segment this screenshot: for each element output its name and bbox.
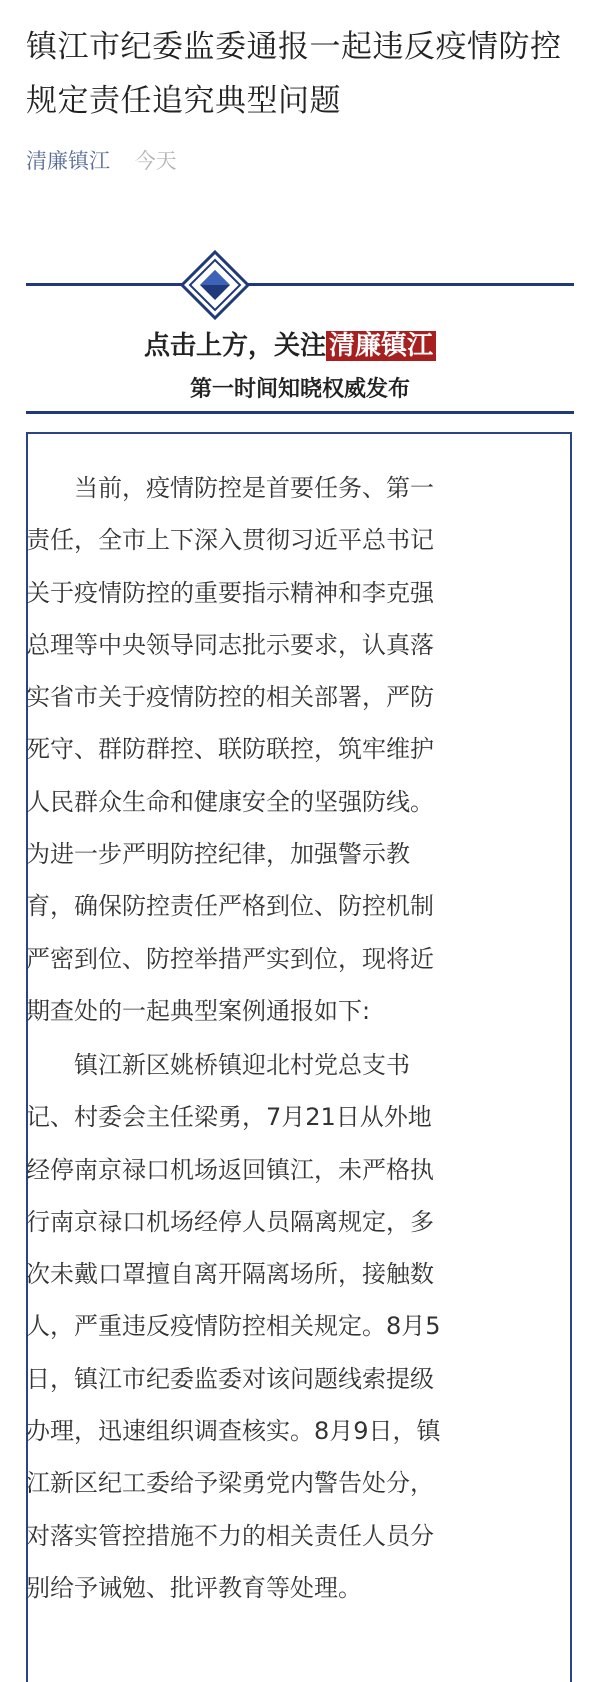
text-line: 江新区纪工委给予梁勇党内警告处分， [26,1469,434,1498]
text-line: 实省市关于疫情防控的相关部署，严防 [26,683,434,712]
account-name-link[interactable]: 清廉镇江 [26,149,110,173]
publish-time: 今天 [134,149,177,173]
text-line: 育，确保防控责任严格到位、防控机制 [26,892,434,921]
text-line: 对落实管控措施不力的相关责任人员分 [26,1521,434,1550]
text-line: 责任，全市上下深入贯彻习近平总书记 [26,526,434,555]
follow-prefix-text: 点击上方，关注 [143,331,326,361]
text-line: 严密到位、防控举措严实到位，现将近 [26,944,434,973]
banner-top-divider [26,283,574,286]
banner-bottom-divider [26,411,574,414]
text-line: 为进一步严明防控纪律，加强警示教 [26,840,410,869]
text-line: 当前，疫情防控是首要任务、第一 [26,474,434,502]
text-line: 总理等中央领导同志批示要求，认真落 [26,630,434,659]
text-line: 行南京禄口机场经停人员隔离规定，多 [26,1207,434,1236]
paragraph-case [26,1039,441,1614]
text-line: 日，镇江市纪委监委对该问题线索提级 [26,1364,434,1393]
text-line: 关于疫情防控的重要指示精神和李克强 [26,578,434,607]
article-title: 镇江市纪委监委通报一起违反疫情防控规定责任追究典型问题 [26,29,562,119]
text-line: 镇江新区姚桥镇迎北村党总支书 [26,1051,410,1079]
text-line: 死守、群防群控、联防联控，筑牢维护 [26,735,434,764]
text-line: 人民群众生命和健康安全的坚强防线。 [26,787,434,816]
diamond-emblem-icon [180,250,250,320]
article-meta [26,146,177,176]
text-line: 期查处的一起典型案例通报如下: [26,996,371,1025]
text-line: 记、村委会主任梁勇，7月21日从外地 [26,1103,432,1132]
text-line: 别给予诫勉、批评教育等处理。 [26,1573,362,1602]
text-line: 经停南京禄口机场返回镇江，未严格执 [26,1155,434,1184]
follow-prompt [0,326,590,366]
follow-account-highlight: 清廉镇江 [326,331,436,361]
paragraph-intro [26,462,434,1037]
text-line: 次未戴口罩擅自离开隔离场所，接触数 [26,1260,434,1289]
text-line: 人，严重违反疫情防控相关规定。8月5 [26,1312,441,1341]
text-line: 办理，迅速组织调查核实。8月9日，镇 [26,1417,441,1446]
tagline: 第一时间知晓权威发布 [189,377,410,402]
